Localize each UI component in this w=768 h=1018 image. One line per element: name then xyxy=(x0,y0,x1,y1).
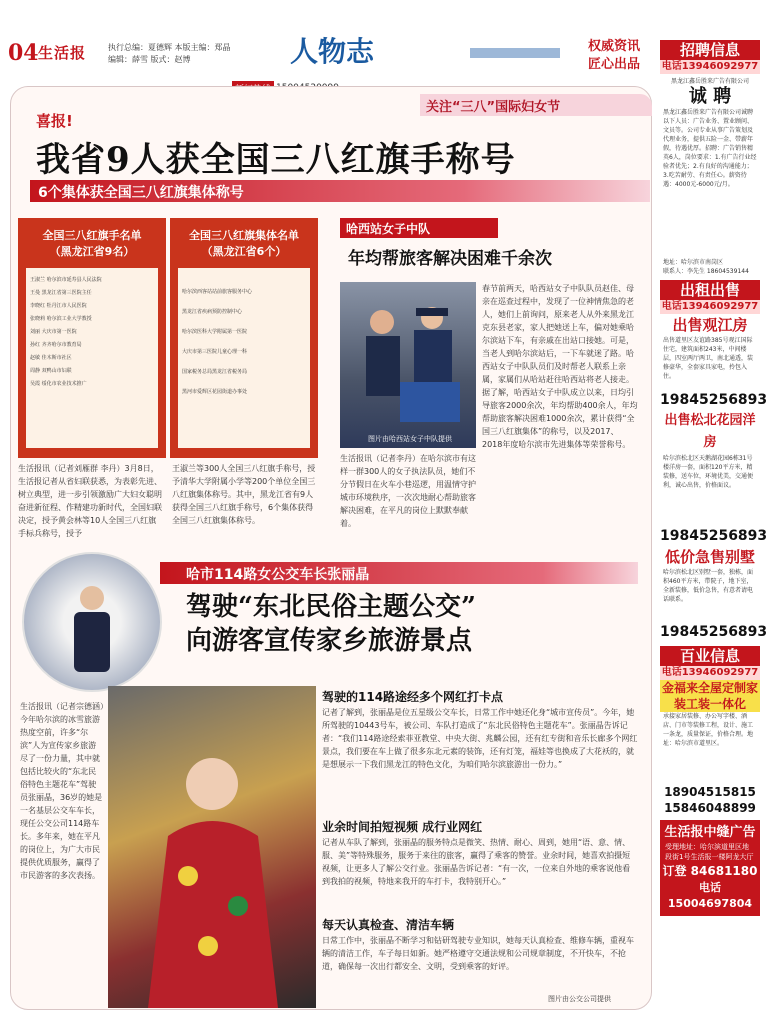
company-name: 黑龙江鑫岳胜来广告有限公司 xyxy=(670,78,749,85)
column-title: 人物志 xyxy=(290,35,375,68)
feature-ribbon-text: 关注“三八”国际妇女节 xyxy=(426,100,561,115)
classified-phone: 电话13946092977 xyxy=(661,667,759,678)
list-item: 刘丽 大庆市第一医院 xyxy=(30,329,77,335)
listing-title: 低价急售别墅 xyxy=(664,548,755,566)
station-body: 春节前两天，哈西站女子中队队员赵佳、母亲在巡查过程中，发现了一位神情焦急的老人，她们上前询问，原来老人从外来黑龙江克东县老家，家人把她送上车，偏对她乘哈尔滨站下车，有亲戚在出站口接她。可是，当老人到哈尔滨站后，一下车就迷了路。哈西站女子中队队员们及时帮老人联系上亲属，家属们从哈站赶往哈西站将老人接走。据了解，哈西站女子中队成立以来，日均引导旅客2000余次，年均帮助400余人，年均帮助旅客解决困难1000余次，累计获得“全国三八红旗集体”的称号，以及2017、2018年度哈尔滨市先进集体等荣誉称号。 xyxy=(482,284,638,449)
collective-list xyxy=(170,218,318,458)
hiring-address: 地址：哈尔滨市南岗区 xyxy=(663,259,724,266)
list-item: 哈尔滨西客站站前旅客服务中心 xyxy=(182,289,253,295)
list-box xyxy=(26,268,158,448)
subsection-body: 记者了解到，张丽晶是位五星级公交车长，日常工作中她还化身“城市宣传员”。今年，她所驾驶的10443号车，被公司、车队打造成了“东北民俗特色主题花车”。张丽晶告诉记者：“我们114路途经索菲亚教堂、中央大街、兆麟公园，还有红专街和音乐长廊多个网红景点，我们要在车上做了很多东北元素的装饰，还有灯笼，福娃等也换成了大花袄的，就是想展示一下我们黑龙江的特色文化，为咱们哈尔滨旅游出一份力。” xyxy=(322,708,638,769)
hiring-title: 诚 聘 xyxy=(688,86,732,107)
list-box xyxy=(178,268,310,448)
bus-headline xyxy=(186,590,476,658)
ad-title: 生活报中缝广告 xyxy=(664,825,756,840)
photo-figures xyxy=(340,282,476,448)
classified-phone: 电话13946092977 xyxy=(661,61,759,72)
portrait-figure xyxy=(24,554,160,690)
list-item: 孙红 齐齐哈尔市教育局 xyxy=(30,342,82,348)
listing-text: 哈尔滨松北区别墅一套，独栋，面积460平方米，带院子，地下室，全新装修，低价急售，有意者请电话联系。 xyxy=(663,569,754,603)
list-item: 王曼 黑龙江省第三医院主任 xyxy=(30,290,92,296)
ad-address: 受理地址：哈尔滨道里区地段街1号生活报一楼阿龙大厅 xyxy=(665,843,754,861)
section-tag-text: 哈西站女子中队 xyxy=(346,222,431,236)
section-headline: 年均帮旅客解决困难千余次 xyxy=(348,249,552,269)
list-item: 大庆市第三医院儿童心理一科 xyxy=(182,349,248,355)
listing-title: 出售观江房 xyxy=(672,316,748,334)
staff-line: 执行总编：夏德辉 本版主编：郑晶 xyxy=(108,43,231,52)
slogan-line: 匠心出品 xyxy=(588,57,641,72)
list-subtitle: （黑龙江省9名） xyxy=(49,245,135,258)
subsection-body: 记者从车队了解到，张丽晶的服务特点是微笑、热情、耐心、周到，她用“语、意、情、服、美”等特殊服务，服务于来往的旅客，赢得了乘客的赞誉。业余时间，她喜欢拍摄短视频，让更多人了解公交行业。张丽晶告诉记者：“有一次，一位来自外地的乘客说他看到我拍的视频，特地来我开的车打卡，我特别开心。” xyxy=(322,838,631,886)
page-number: 04 xyxy=(8,40,39,66)
ad-contact-box xyxy=(660,820,760,916)
ad-mobile: 电话 15004697804 xyxy=(667,881,753,910)
bus-section-title: 哈市114路女公交车长张丽晶 xyxy=(186,567,370,583)
driver-portrait xyxy=(22,552,162,692)
subsection-heading: 驾驶的114路途经多个网红打卡点 xyxy=(322,690,504,704)
service-text: 承接家居装修、办公写字楼、酒店、门市等装修工程，设计、施工一条龙，质量保证，价格合理。地址：哈尔滨市道里区。 xyxy=(663,713,754,747)
headline-line: 向游客宣传家乡旅游景点 xyxy=(186,626,473,656)
classified-phone: 电话13946092977 xyxy=(661,301,759,312)
service-phone: 18904515815 xyxy=(664,785,756,799)
listing-phone: 19845256893 xyxy=(660,624,768,640)
kicker: 喜报! xyxy=(36,112,73,130)
classifieds-column xyxy=(660,40,768,1010)
listing-phone: 19845256893 xyxy=(660,528,768,544)
classified-header: 出租出售 xyxy=(660,280,760,300)
station-photo xyxy=(340,282,476,448)
subsection-body: 日常工作中，张丽晶不断学习和钻研驾驶专业知识，她每天认真检查、维修车辆，重视车辆的清洁工作，车子每日如新。她严格遵守交通法规和公司规章制度，不开快车，不抢道，确保每一次出行都安全、文明，受到乘客的好评。 xyxy=(322,936,634,971)
listing-phone: 19845256893 xyxy=(660,392,768,408)
newspaper-brand: 生活报 xyxy=(38,44,87,62)
slogan-line: 权威资讯 xyxy=(588,39,641,54)
station-lead: 生活报讯（记者李丹）在哈尔滨市有这样一群300人的女子执法队员，她们不分节假日在火车小巷巡逻，用温情守护城市环境秩序，一次次地耐心帮助旅客解决困难，在平凡的岗位上默默奉献着。 xyxy=(340,454,476,528)
list-item: 张晓莉 哈尔滨工业大学教授 xyxy=(30,316,92,322)
classified-header: 招聘信息 xyxy=(660,40,760,60)
service-phone: 15846048899 xyxy=(664,801,756,815)
bus-lead: 生活报讯（记者宗德涵）今年哈尔滨的冰雪旅游热度空前，许多“尔滨”人为宣传家乡旅游尽了一份力量，其中就包括比较火的“东北民俗特色主题花车”驾驶员张丽晶，36岁的她是一名基层公交车车长，现任公交公司114路车长。多年来，她在平凡的岗位上，为广大市民提供优质服务，赢得了市民游客的多次表扬。 xyxy=(20,702,104,880)
driver-photo xyxy=(108,686,316,1008)
service-title: 金福来全屋定制家装工装一体化 xyxy=(661,681,758,711)
honoree-list xyxy=(18,218,166,458)
list-item: 王淑兰 哈尔滨市延寿县人民法院 xyxy=(30,277,102,283)
classified-header: 百业信息 xyxy=(660,646,760,666)
decor-bar xyxy=(470,48,560,58)
hiring-text: 黑龙江鑫岳胜来广告有限公司诚聘以下人员：广告业务、置业顾问、文员等。公司专业从事广告策划及代理业务，提供五险一金、带薪年假，待遇优厚。招聘：广告销售精英6人，岗位要求：1.有广告行业经验者优先；2.有良好的沟通能力；3.吃苦耐劳、有责任心。薪资待遇：4000元-6000元/月。 xyxy=(663,109,757,188)
photo-figure xyxy=(108,686,316,1008)
main-headline: 我省9人获全国三八红旗手称号 xyxy=(36,140,516,180)
list-item: 李晓红 牡丹江市人民医院 xyxy=(30,303,87,309)
list-subtitle: （黑龙江省6个） xyxy=(201,245,287,258)
subsection-heading: 业余时间拍短视频 成行业网红 xyxy=(322,820,483,834)
article-lead-cont: 王淑兰等300人全国三八红旗手称号，授予清华大学附属小学等200个单位全国三八红旗集体称号。其中，黑龙江省有9人获得全国三八红旗手称号，6个集体获得全国三八红旗集体称号。 xyxy=(172,464,316,525)
list-item: 周静 双鸭山市妇联 xyxy=(30,368,72,374)
list-item: 吴霞 绥化市农业技术推广 xyxy=(30,381,87,387)
list-item: 国家税务总局黑龙江省税务局 xyxy=(182,369,248,375)
ad-tel: 订登 84681180 xyxy=(662,864,758,878)
listing-title: 出售松北花园洋房 xyxy=(664,413,756,450)
list-item: 哈尔滨医科大学附属第一医院 xyxy=(182,329,248,335)
staff-line: 编辑：薛雪 版式：赵博 xyxy=(108,55,191,64)
hiring-contact: 联系人：李先生 18604539144 xyxy=(663,268,749,275)
photo-caption: 图片由哈西站女子中队提供 xyxy=(368,435,452,443)
list-item: 黑龙江省疾病预防控制中心 xyxy=(182,309,243,315)
subsection-heading: 每天认真检查、清洁车辆 xyxy=(322,918,455,932)
headline-line: 驾驶“东北民俗主题公交” xyxy=(186,592,476,622)
list-item: 黑河市爱辉区花园街道办事处 xyxy=(182,389,248,395)
list-title: 全国三八红旗手名单 xyxy=(42,229,142,242)
listing-text: 出售道里区友谊路385号观江国际住宅，建筑面积243米，中间楼层，四室两厅两卫，南北通透，装修豪华，全套家具家电，拎包入住。 xyxy=(663,337,754,380)
list-title: 全国三八红旗集体名单 xyxy=(189,229,299,242)
slogan xyxy=(588,38,640,74)
staff-credits xyxy=(108,42,231,66)
photo-credit: 图片由公交公司提供 xyxy=(548,995,611,1003)
listing-text: 哈尔滨松北区天鹅湖花园6栋31号楼洋房一套，面积120平方米，精装修，送车位，环境优美，交通便利，诚心出售，价格面议。 xyxy=(663,455,754,489)
list-item: 赵敏 佳木斯市社区 xyxy=(30,355,72,361)
subhead: 6个集体获全国三八红旗集体称号 xyxy=(38,185,244,201)
article-lead: 生活报讯（记者刘雁群 李丹）3月8日，生活报记者从省妇联获悉，为表彰先进、树立典型，进一步引领激励广大妇女聪明奋进新征程、作精建功新时代，全国妇联决定，授予黄会林等10人全国三八红旗手标兵称号，授予 xyxy=(18,464,162,538)
